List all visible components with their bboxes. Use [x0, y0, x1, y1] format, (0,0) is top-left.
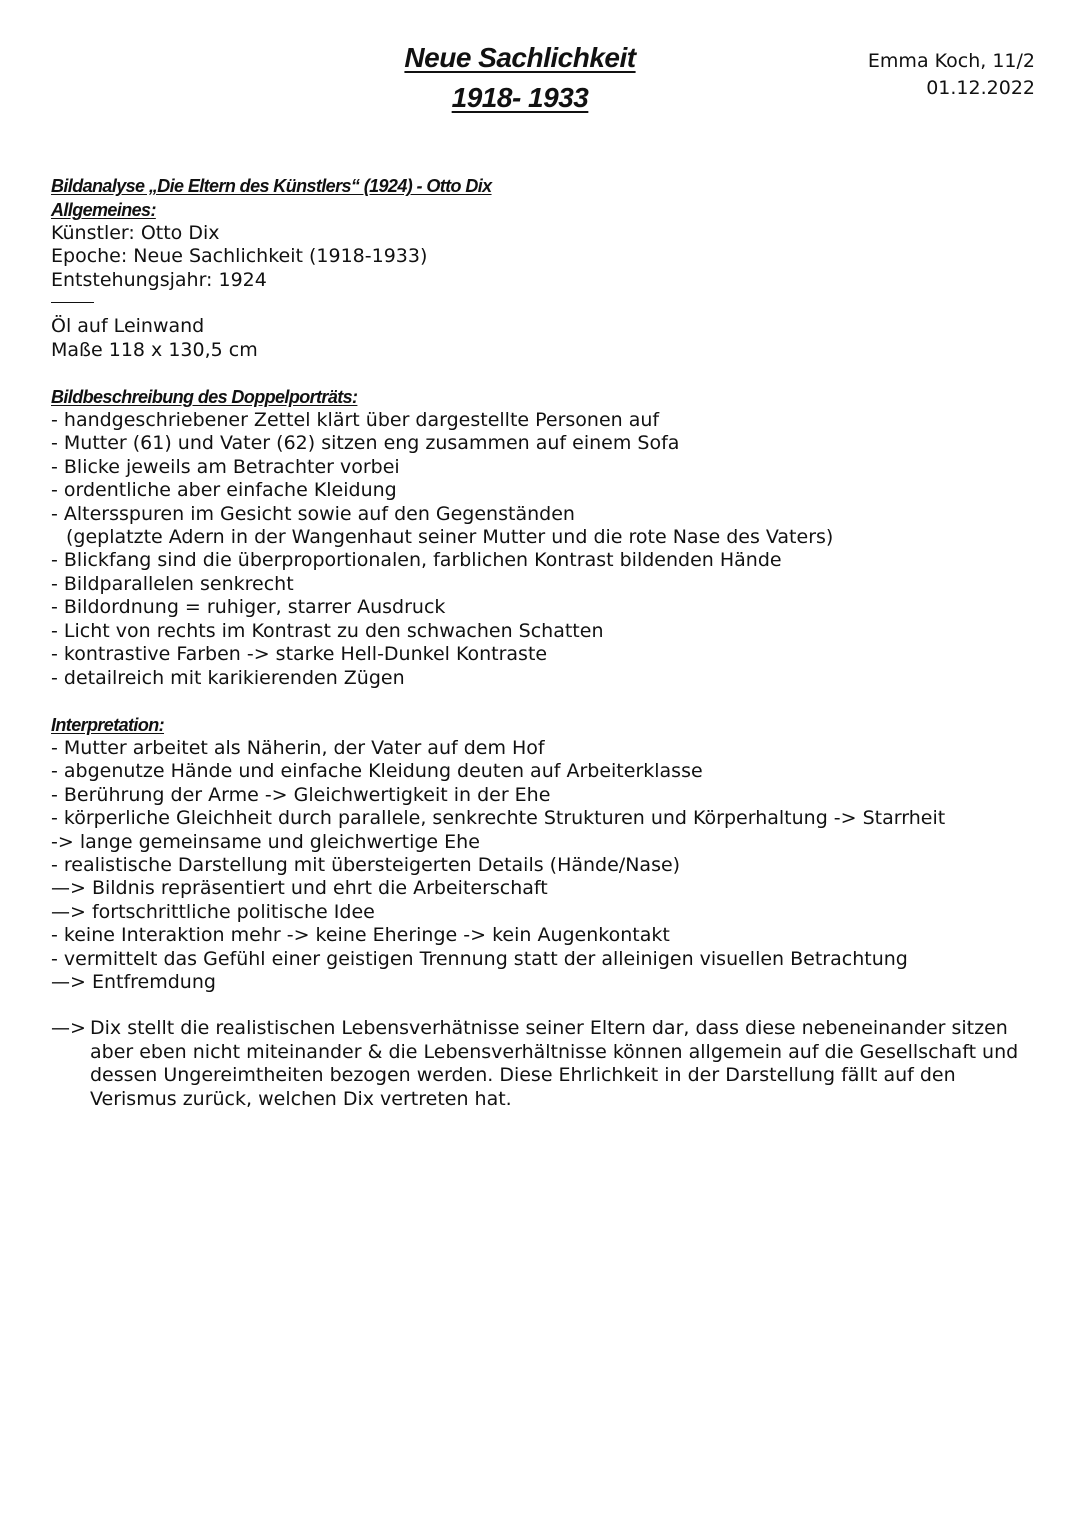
document-body	[51, 174, 1051, 1111]
interpretation-item: - realistische Darstellung mit übersteigerten Details (Hände/Nase)	[51, 853, 681, 876]
interpretation-item: - Berührung der Arme -> Gleichwertigkeit in der Ehe	[51, 783, 551, 806]
description-item: - Bildordnung = ruhiger, starrer Ausdruck	[51, 596, 446, 619]
page-subtitle-years: 1918- 1933	[451, 82, 589, 113]
description-item: - Bildparallelen senkrecht	[51, 572, 294, 595]
divider	[51, 302, 94, 303]
general-line: Maße 118 x 130,5 cm	[51, 338, 258, 361]
analysis-heading: Bildanalyse „Die Eltern des Künstlers“ (1924) - Otto Dix	[51, 176, 492, 196]
description-item: (geplatzte Adern in der Wangenhaut seiner Mutter und die rote Nase des Vaters)	[66, 526, 834, 549]
description-item: - Altersspuren im Gesicht sowie auf den Gegenständen	[51, 502, 575, 525]
conclusion-text: Dix stellt die realistischen Lebensverhätnisse seiner Eltern dar, dass diese nebeneinander sitzen aber eben nicht miteinander & die Lebensverhältnisse können allgemein auf die Gesellschaft und dessen Ungereimtheiten bezogen werden. Diese Ehrlichkeit in der Darstellung fällt auf den Verismus zurück, welchen Dix vertreten hat.	[90, 1017, 1019, 1110]
description-item: - handgeschriebener Zettel klärt über dargestellte Personen auf	[51, 409, 660, 432]
general-line: Öl auf Leinwand	[51, 315, 205, 338]
description-item: - Licht von rechts im Kontrast zu den schwachen Schatten	[51, 619, 604, 642]
general-line: Epoche: Neue Sachlichkeit (1918-1933)	[51, 245, 428, 268]
interpretation-item: —> Entfremdung	[51, 970, 216, 993]
general-line: Entstehungsjahr: 1924	[51, 268, 267, 291]
spacer	[51, 994, 1051, 1017]
spacer	[51, 690, 1051, 713]
description-item: - kontrastive Farben -> starke Hell-Dunkel Kontraste	[51, 643, 548, 666]
general-heading: Allgemeines:	[51, 200, 156, 220]
general-line: Künstler: Otto Dix	[51, 222, 220, 244]
description-item: - detailreich mit karikierenden Zügen	[51, 666, 405, 689]
author-name: Emma Koch, 11/2	[867, 50, 1035, 72]
document-date: 01.12.2022	[926, 77, 1035, 99]
conclusion-paragraph	[51, 1017, 1051, 1111]
interpretation-item: - vermittelt das Gefühl einer geistigen Trennung statt der alleinigen visuellen Betrachtung	[51, 947, 908, 970]
interpretation-item: -> lange gemeinsame und gleichwertige Ehe	[51, 830, 480, 853]
arrow-icon: —>	[51, 1017, 86, 1040]
description-item: - ordentliche aber einfache Kleidung	[51, 479, 397, 502]
interpretation-item: —> fortschrittliche politische Idee	[51, 900, 375, 923]
interpretation-heading: Interpretation:	[51, 714, 165, 735]
description-item: - Blicke jeweils am Betrachter vorbei	[51, 455, 400, 478]
description-item: - Blickfang sind die überproportionalen, farblichen Kontrast bildenden Hände	[51, 549, 782, 572]
interpretation-item: - abgenutze Hände und einfache Kleidung deuten auf Arbeiterklasse	[51, 760, 703, 783]
author-block	[868, 48, 1035, 102]
interpretation-item: —> Bildnis repräsentiert und ehrt die Arbeiterschaft	[51, 877, 548, 900]
interpretation-item: - Mutter arbeitet als Näherin, der Vater auf dem Hof	[51, 736, 545, 759]
interpretation-item: - körperliche Gleichheit durch parallele, senkrechte Strukturen und Körperhaltung -> Starrheit	[51, 807, 946, 830]
spacer	[51, 362, 1051, 385]
page-title: Neue Sachlichkeit	[404, 42, 636, 73]
description-item: - Mutter (61) und Vater (62) sitzen eng zusammen auf einem Sofa	[51, 432, 680, 455]
description-heading: Bildbeschreibung des Doppelporträts:	[51, 387, 358, 408]
interpretation-item: - keine Interaktion mehr -> keine Eheringe -> kein Augenkontakt	[51, 924, 670, 947]
